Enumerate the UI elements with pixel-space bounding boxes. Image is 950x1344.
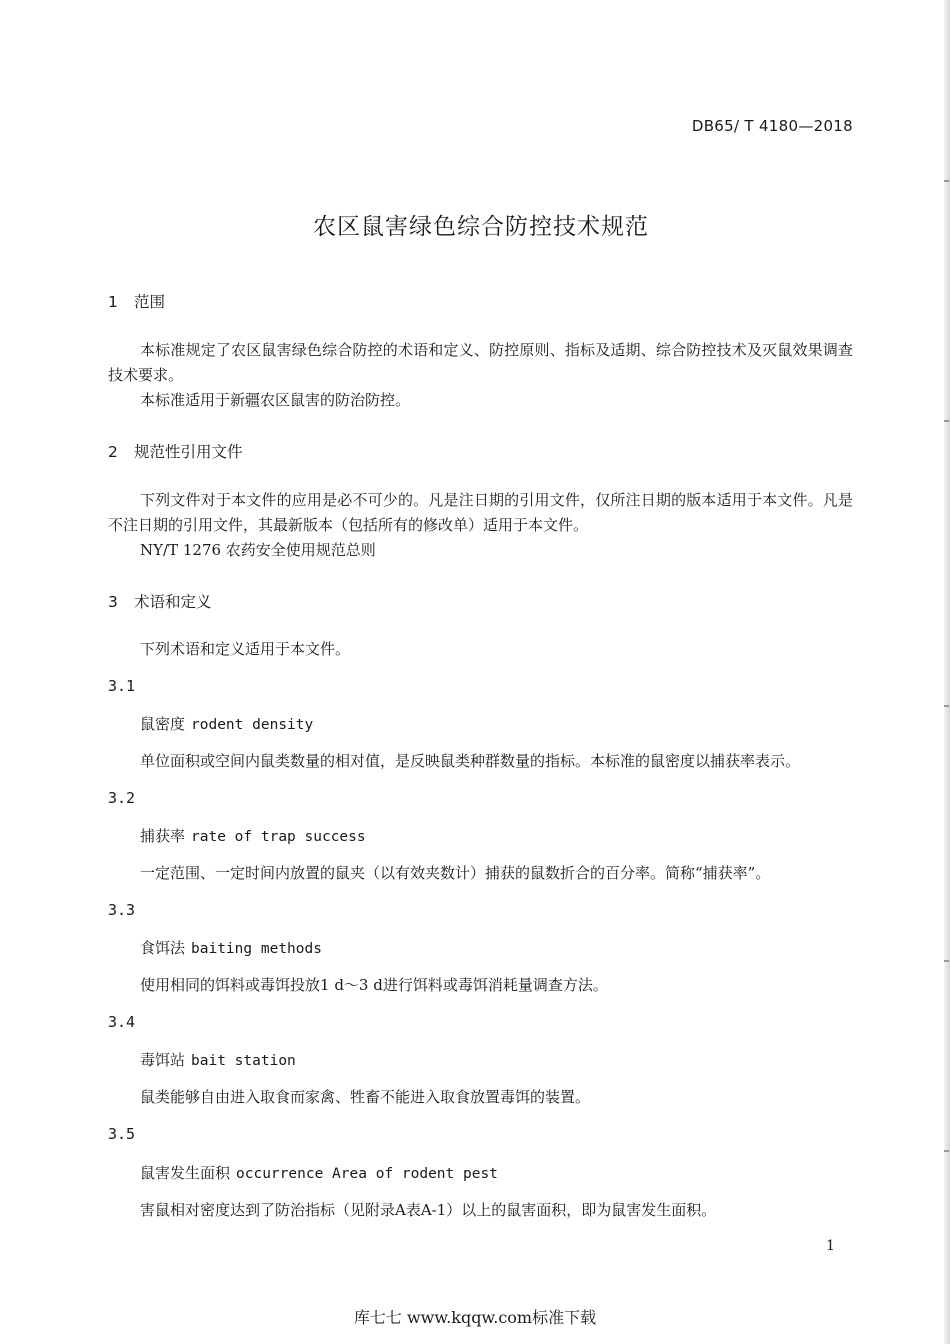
term-entry [140,713,313,734]
clause-number: 3.3 [108,901,136,919]
clause-number: 3.2 [108,789,136,807]
section-number: 1 [108,293,118,311]
term-zh: 食饵法 [140,939,186,957]
term-en: baiting methods [191,941,322,957]
section-number: 3 [108,593,118,611]
section-heading-normative-references [108,440,243,462]
term-zh: 捕获率 [140,827,186,845]
section-heading-terms [108,590,212,612]
scan-mark [944,705,949,707]
term-definition: 单位面积或空间内鼠类数量的相对值，是反映鼠类种群数量的指标。本标准的鼠密度以捕获率表示。 [140,752,801,770]
term-entry [140,1162,498,1183]
section-title: 规范性引用文件 [134,443,243,461]
clause-number: 3.1 [108,677,136,695]
paragraph: 下列文件对于本文件的应用是必不可少的。凡是注日期的引用文件，仅所注日期的版本适用于本文件。凡是不注日期的引用文件，其最新版本（包括所有的修改单）适用于本文件。 [108,491,853,534]
document-title: 农区鼠害绿色综合防控技术规范 [313,214,649,240]
term-entry [140,1049,296,1070]
section-title: 范围 [134,293,166,311]
paragraph: 本标准适用于新疆农区鼠害的防治防控。 [140,391,411,409]
term-definition: 使用相同的饵料或毒饵投放1 d～3 d进行饵料或毒饵消耗量调查方法。 [140,976,608,994]
section-title: 术语和定义 [134,593,212,611]
term-definition: 害鼠相对密度达到了防治指标（见附录A表A-1）以上的鼠害面积，即为鼠害发生面积。 [140,1201,717,1219]
section-number: 2 [108,443,118,461]
scan-mark [944,180,949,182]
term-en: bait station [191,1053,296,1069]
term-entry [140,937,322,958]
clause-number: 3.5 [108,1125,136,1143]
page-number: 1 [826,1238,835,1254]
scan-mark [944,1150,949,1152]
term-zh: 鼠害发生面积 [140,1164,231,1182]
term-en: rodent density [191,717,314,733]
clause-number: 3.4 [108,1013,136,1031]
section-heading-scope [108,290,165,312]
footer-watermark: 库七七 www.kqqw.com标准下载 [353,1308,597,1327]
scan-mark [944,420,949,422]
term-entry [140,825,366,846]
paragraph: 下列术语和定义适用于本文件。 [140,640,351,658]
term-zh: 鼠密度 [140,715,186,733]
paragraph: 本标准规定了农区鼠害绿色综合防控的术语和定义、防控原则、指标及适期、综合防控技术及灭鼠效果调查技术要求。 [108,341,853,384]
term-definition: 鼠类能够自由进入取食而家禽、牲畜不能进入取食放置毒饵的装置。 [140,1088,591,1106]
term-en: rate of trap success [191,829,366,845]
reference-item: NY/T 1276 农药安全使用规范总则 [140,541,376,559]
scan-edge [944,0,950,1344]
standard-code: DB65/ T 4180—2018 [691,117,853,135]
scan-mark [944,960,949,962]
term-en: occurrence Area of rodent pest [236,1166,498,1182]
term-definition: 一定范围、一定时间内放置的鼠夹（以有效夹数计）捕获的鼠数折合的百分率。简称“捕获率”。 [140,864,771,882]
term-zh: 毒饵站 [140,1051,186,1069]
